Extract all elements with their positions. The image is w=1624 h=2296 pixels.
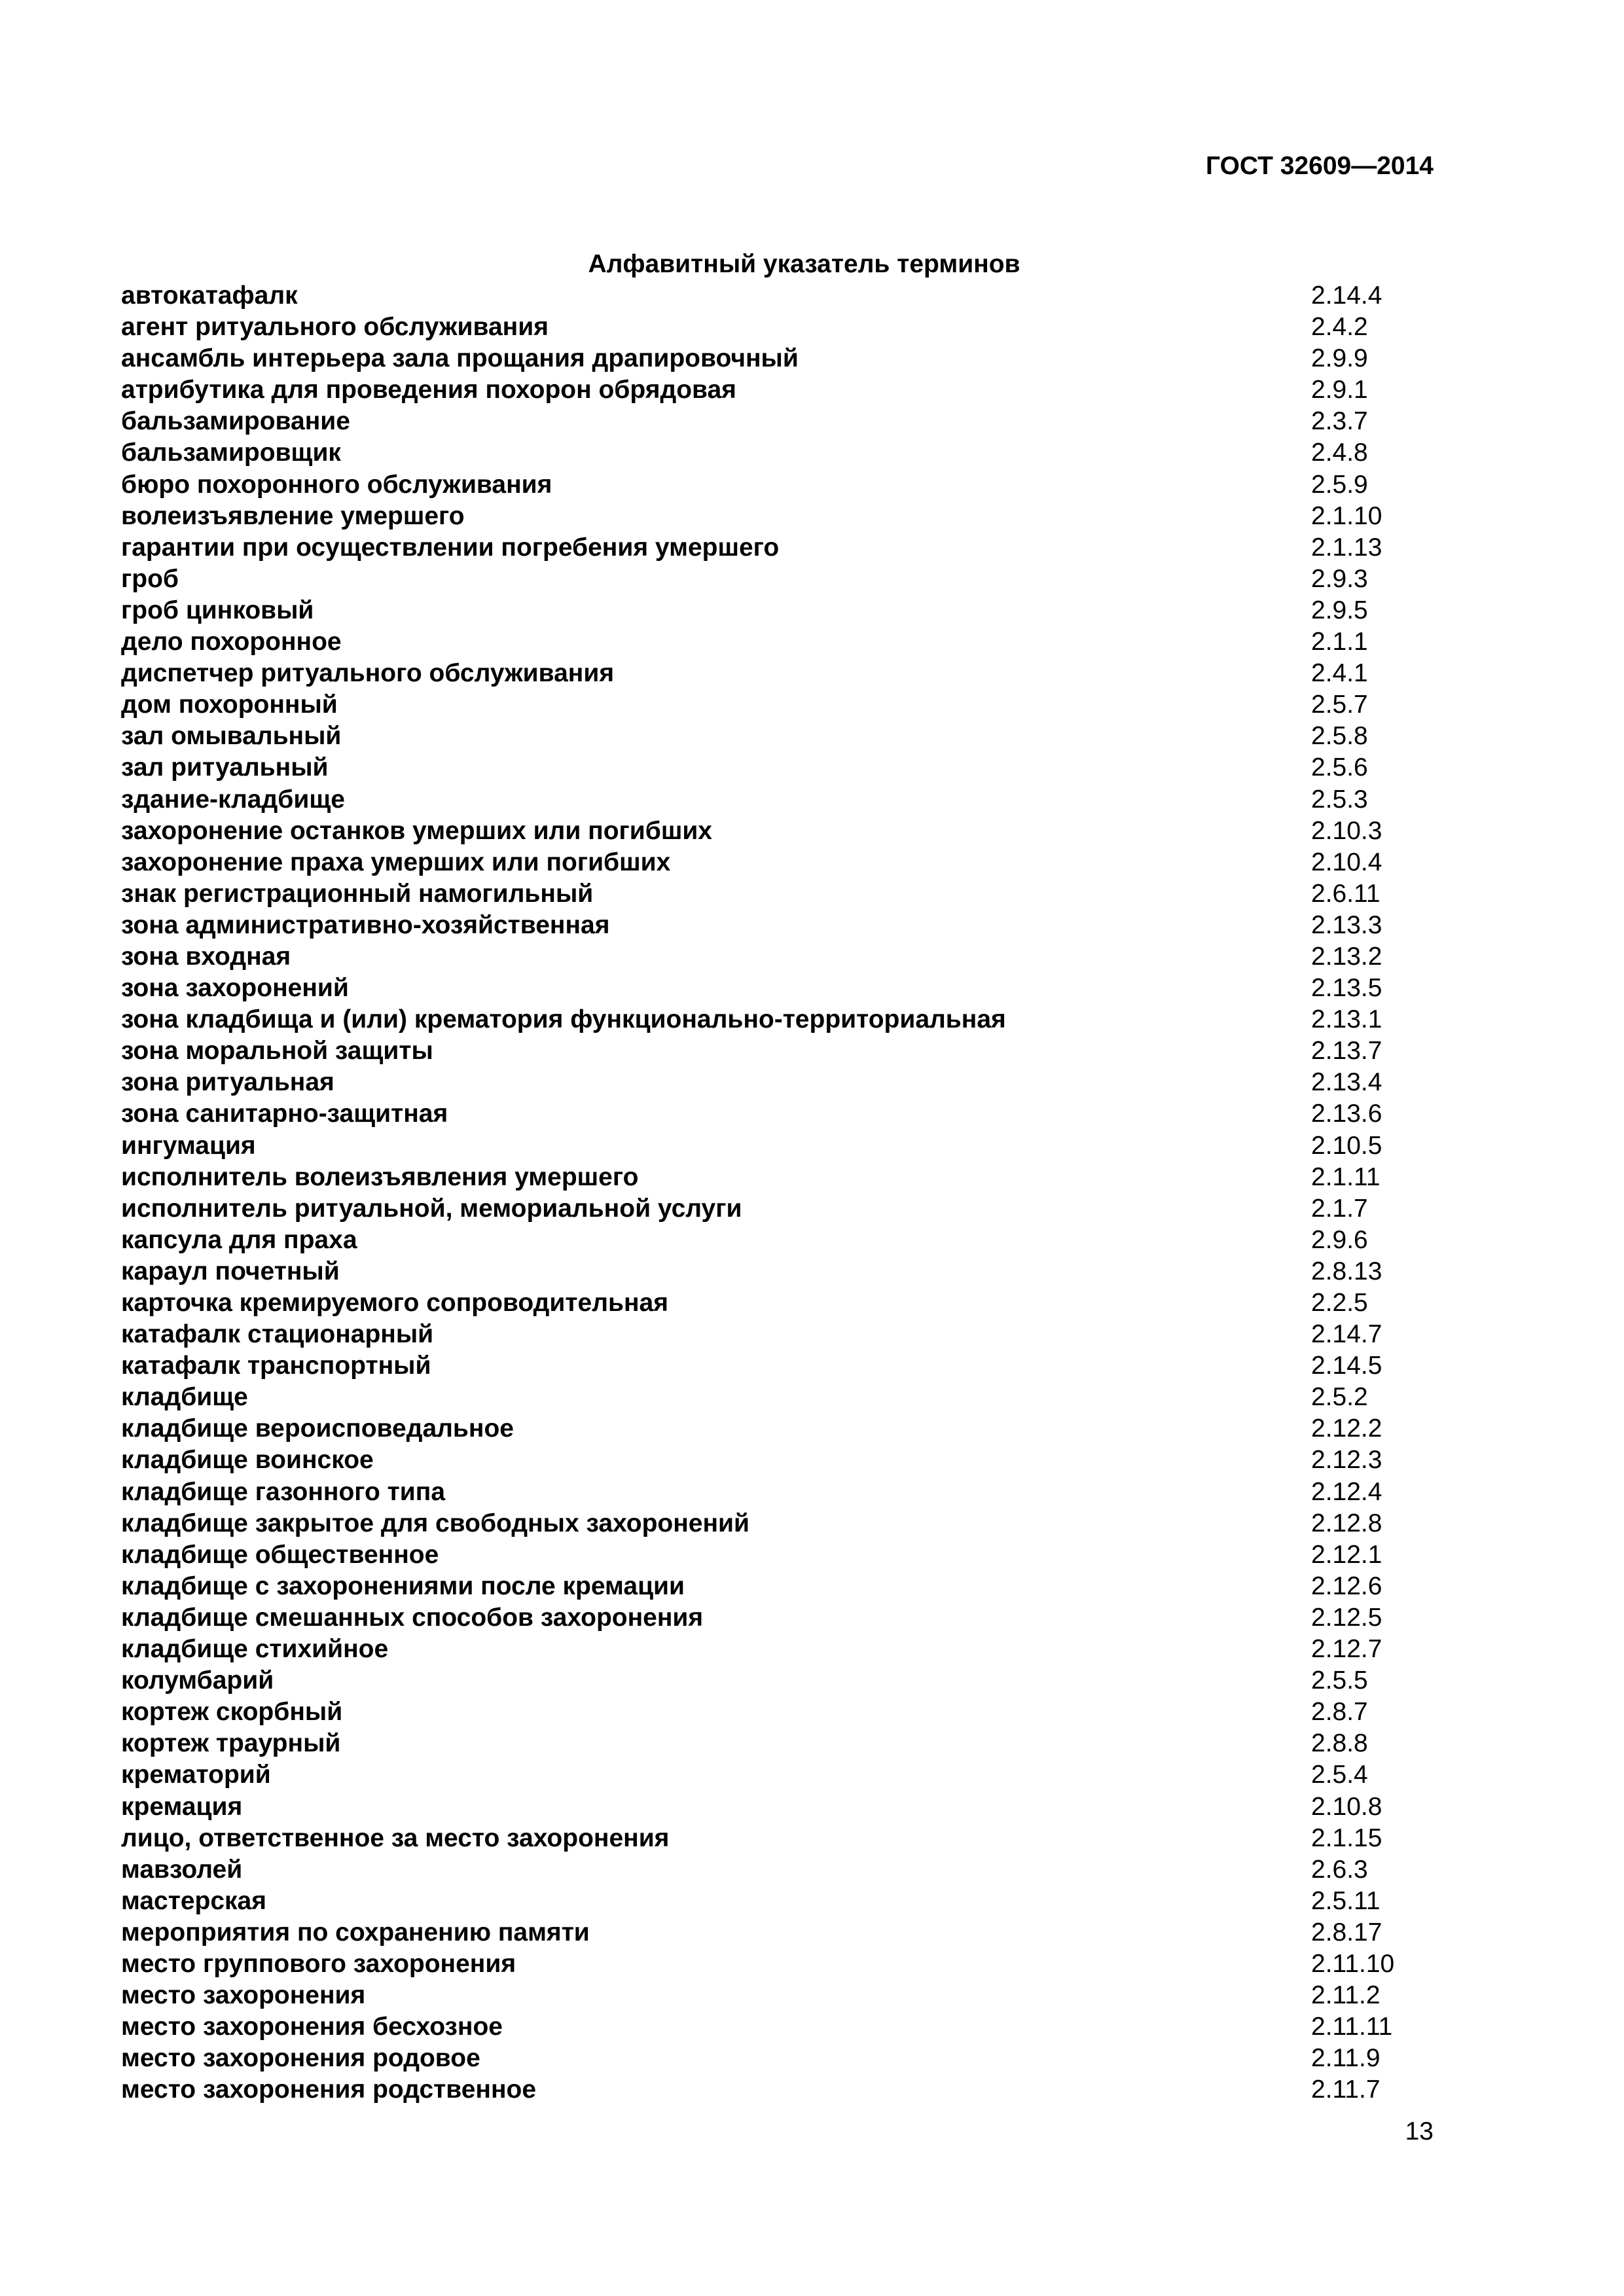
index-entry: [121, 1162, 1437, 1193]
index-term: капсула для праха: [121, 1225, 357, 1254]
index-section-ref: 2.4.1: [1311, 659, 1368, 688]
index-entry: [121, 878, 1437, 910]
index-term: зона моральной защиты: [121, 1037, 433, 1066]
index-section-ref: 2.11.9: [1311, 2044, 1380, 2073]
index-section-ref: 2.6.11: [1311, 879, 1380, 908]
index-term: кладбище: [121, 1383, 248, 1412]
index-entry: [121, 1854, 1437, 1886]
index-entry: [121, 343, 1437, 374]
index-term: кладбище воинское: [121, 1446, 374, 1475]
index-entry: [121, 689, 1437, 721]
index-term: кортеж траурный: [121, 1729, 341, 1758]
index-entry: [121, 1350, 1437, 1382]
index-section-ref: 2.14.4: [1311, 281, 1382, 310]
index-entry: [121, 1980, 1437, 2011]
index-term: зона административно-хозяйственная: [121, 910, 610, 939]
index-term: захоронение останков умерших или погибших: [121, 816, 712, 845]
index-section-ref: 2.5.3: [1311, 785, 1368, 814]
index-entry: [121, 1413, 1437, 1444]
index-entry: [121, 1948, 1437, 1980]
index-section-ref: 2.12.1: [1311, 1540, 1382, 1569]
index-section-ref: 2.8.17: [1311, 1918, 1382, 1946]
index-entry: [121, 595, 1437, 626]
index-term: агент ритуального обслуживания: [121, 313, 549, 342]
index-term: катафалк транспортный: [121, 1352, 431, 1380]
index-entry: [121, 1571, 1437, 1602]
index-term: зона входная: [121, 942, 291, 971]
index-term: кладбище вероисповедальное: [121, 1414, 514, 1443]
index-section-ref: 2.11.7: [1311, 2075, 1380, 2104]
index-entry: [121, 1539, 1437, 1571]
index-section-ref: 2.10.5: [1311, 1131, 1382, 1160]
index-section-ref: 2.5.4: [1311, 1761, 1368, 1789]
index-term: здание-кладбище: [121, 785, 345, 814]
document-header: ГОСТ 32609—2014: [1206, 152, 1434, 180]
index-entry: [121, 2074, 1437, 2106]
index-term: зона ритуальная: [121, 1068, 334, 1097]
index-entry: [121, 1823, 1437, 1854]
index-term: крематорий: [121, 1761, 271, 1789]
index-section-ref: 2.2.5: [1311, 1289, 1368, 1317]
index-entry: [121, 1696, 1437, 1728]
index-entry: [121, 1444, 1437, 1476]
index-section-ref: 2.9.9: [1311, 344, 1368, 373]
index-term: зона захоронений: [121, 974, 349, 1003]
index-section-ref: 2.12.5: [1311, 1603, 1382, 1632]
index-entry: [121, 1602, 1437, 1634]
index-term: дело похоронное: [121, 628, 342, 656]
index-section-ref: 2.5.6: [1311, 753, 1368, 782]
index-section-ref: 2.14.5: [1311, 1352, 1382, 1380]
index-term: мастерская: [121, 1886, 266, 1915]
index-term: бюро похоронного обслуживания: [121, 470, 552, 499]
index-section-ref: 2.1.11: [1311, 1162, 1380, 1191]
index-term: место захоронения бесхозное: [121, 2013, 503, 2041]
index-section-ref: 2.9.6: [1311, 1225, 1368, 1254]
index-term: бальзамировщик: [121, 439, 341, 467]
index-entry: [121, 658, 1437, 689]
index-term: бальзамирование: [121, 407, 350, 436]
index-section-ref: 2.11.2: [1311, 1981, 1380, 2010]
index-entry: [121, 721, 1437, 752]
index-section-ref: 2.4.2: [1311, 313, 1368, 342]
index-term: мавзолей: [121, 1855, 243, 1884]
index-title-text: Алфавитный указатель терминов: [588, 250, 1020, 278]
index-term: зона кладбища и (или) крематория функционально-территориальная: [121, 1005, 1006, 1034]
index-entry: [121, 1382, 1437, 1413]
index-entry: [121, 1287, 1437, 1319]
index-section-ref: 2.1.10: [1311, 501, 1382, 530]
index-entry: [121, 406, 1437, 437]
index-section-ref: 2.14.7: [1311, 1320, 1382, 1349]
index-section-ref: 2.5.5: [1311, 1666, 1368, 1695]
index-entry: [121, 1319, 1437, 1350]
index-section-ref: 2.9.5: [1311, 596, 1368, 624]
index-term: кладбище смешанных способов захоронения: [121, 1603, 704, 1632]
index-term: кладбище газонного типа: [121, 1477, 446, 1506]
index-entry: [121, 501, 1437, 532]
index-term: захоронение праха умерших или погибших: [121, 848, 671, 876]
index-entry: [121, 1477, 1437, 1508]
index-term: место группового захоронения: [121, 1949, 516, 1978]
index-entry: [121, 1508, 1437, 1539]
index-section-ref: 2.10.3: [1311, 816, 1382, 845]
index-section-ref: 2.9.3: [1311, 564, 1368, 593]
index-entry: [121, 1917, 1437, 1948]
index-entry: [121, 1130, 1437, 1162]
index-section-ref: 2.12.3: [1311, 1446, 1382, 1475]
index-section-ref: 2.8.7: [1311, 1698, 1368, 1727]
index-section-ref: 2.1.1: [1311, 628, 1368, 656]
index-section-ref: 2.13.3: [1311, 910, 1382, 939]
index-term: исполнитель ритуальной, мемориальной услуги: [121, 1194, 742, 1223]
index-entry: [121, 1256, 1437, 1287]
index-term: зал омывальный: [121, 722, 342, 751]
index-section-ref: 2.13.2: [1311, 942, 1382, 971]
term-index-list: [121, 280, 1437, 2106]
index-entry: [121, 1665, 1437, 1696]
index-section-ref: 2.12.2: [1311, 1414, 1382, 1443]
index-entry: [121, 1634, 1437, 1665]
index-entry: [121, 437, 1437, 469]
index-entry: [121, 532, 1437, 564]
index-entry: [121, 941, 1437, 973]
index-term: кладбище с захоронениями после кремации: [121, 1571, 685, 1600]
index-section-ref: 2.5.7: [1311, 691, 1368, 719]
index-section-ref: 2.10.8: [1311, 1792, 1382, 1821]
index-entry: [121, 1728, 1437, 1759]
index-term: гарантии при осуществлении погребения умершего: [121, 533, 780, 562]
index-term: колумбарий: [121, 1666, 274, 1695]
index-section-ref: 2.12.8: [1311, 1509, 1382, 1537]
index-entry: [121, 1098, 1437, 1130]
index-section-ref: 2.11.11: [1311, 2013, 1393, 2041]
index-term: кладбище общественное: [121, 1540, 439, 1569]
index-entry: [121, 626, 1437, 658]
index-term: карточка кремируемого сопроводительная: [121, 1289, 668, 1317]
index-term: кладбище стихийное: [121, 1635, 389, 1664]
index-term: кладбище закрытое для свободных захоронений: [121, 1509, 749, 1537]
index-section-ref: 2.13.6: [1311, 1100, 1382, 1128]
index-entry: [121, 2043, 1437, 2074]
index-section-ref: 2.8.8: [1311, 1729, 1368, 1758]
index-term: ансамбль интерьера зала прощания драпировочный: [121, 344, 799, 373]
index-entry: [121, 312, 1437, 343]
index-section-ref: 2.3.7: [1311, 407, 1368, 436]
index-section-ref: 2.6.3: [1311, 1855, 1368, 1884]
index-section-ref: 2.9.1: [1311, 376, 1368, 404]
index-term: лицо, ответственное за место захоронения: [121, 1823, 670, 1852]
index-title: [0, 250, 1624, 279]
index-term: катафалк стационарный: [121, 1320, 434, 1349]
index-entry: [121, 1225, 1437, 1256]
index-entry: [121, 816, 1437, 847]
index-entry: [121, 469, 1437, 501]
index-entry: [121, 973, 1437, 1004]
index-section-ref: 2.1.7: [1311, 1194, 1368, 1223]
index-section-ref: 2.13.4: [1311, 1068, 1382, 1097]
index-entry: [121, 1886, 1437, 1917]
index-entry: [121, 1004, 1437, 1035]
index-term: автокатафалк: [121, 281, 298, 310]
index-entry: [121, 1759, 1437, 1791]
index-section-ref: 2.10.4: [1311, 848, 1382, 876]
index-section-ref: 2.13.7: [1311, 1037, 1382, 1066]
index-section-ref: 2.12.6: [1311, 1571, 1382, 1600]
index-term: мероприятия по сохранению памяти: [121, 1918, 590, 1946]
page-number: 13: [1405, 2117, 1434, 2145]
index-section-ref: 2.12.4: [1311, 1477, 1382, 1506]
index-term: атрибутика для проведения похорон обрядовая: [121, 376, 736, 404]
index-term: место захоронения: [121, 1981, 366, 2010]
index-section-ref: 2.11.10: [1311, 1949, 1395, 1978]
index-term: место захоронения родовое: [121, 2044, 480, 2073]
index-term: исполнитель волеизъявления умершего: [121, 1162, 639, 1191]
index-term: караул почетный: [121, 1257, 340, 1285]
index-entry: [121, 1035, 1437, 1067]
index-term: ингумация: [121, 1131, 256, 1160]
index-term: зона санитарно-защитная: [121, 1100, 448, 1128]
index-term: кортеж скорбный: [121, 1698, 343, 1727]
index-section-ref: 2.5.11: [1311, 1886, 1380, 1915]
index-entry: [121, 784, 1437, 816]
index-entry: [121, 1193, 1437, 1225]
index-term: гроб цинковый: [121, 596, 314, 624]
index-entry: [121, 280, 1437, 312]
index-term: гроб: [121, 564, 179, 593]
index-term: зал ритуальный: [121, 753, 329, 782]
index-section-ref: 2.13.1: [1311, 1005, 1382, 1034]
index-entry: [121, 752, 1437, 783]
index-section-ref: 2.5.2: [1311, 1383, 1368, 1412]
index-term: кремация: [121, 1792, 243, 1821]
index-term: диспетчер ритуального обслуживания: [121, 659, 615, 688]
index-section-ref: 2.13.5: [1311, 974, 1382, 1003]
index-entry: [121, 1067, 1437, 1098]
index-term: дом похоронный: [121, 691, 338, 719]
index-section-ref: 2.4.8: [1311, 439, 1368, 467]
index-entry: [121, 374, 1437, 406]
index-section-ref: 2.5.8: [1311, 722, 1368, 751]
index-section-ref: 2.1.13: [1311, 533, 1382, 562]
index-section-ref: 2.1.15: [1311, 1823, 1382, 1852]
index-entry: [121, 847, 1437, 878]
index-term: место захоронения родственное: [121, 2075, 537, 2104]
index-section-ref: 2.5.9: [1311, 470, 1368, 499]
index-entry: [121, 2011, 1437, 2043]
index-section-ref: 2.12.7: [1311, 1635, 1382, 1664]
index-term: знак регистрационный намогильный: [121, 879, 594, 908]
index-entry: [121, 910, 1437, 941]
index-entry: [121, 1791, 1437, 1823]
index-term: волеизъявление умершего: [121, 501, 465, 530]
index-section-ref: 2.8.13: [1311, 1257, 1382, 1285]
index-entry: [121, 564, 1437, 595]
